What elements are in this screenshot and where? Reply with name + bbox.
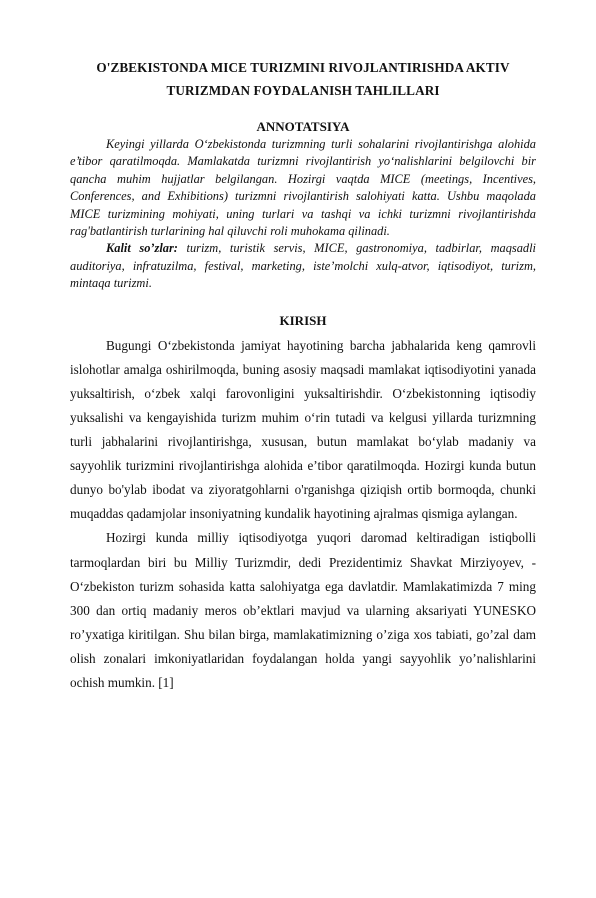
keywords-paragraph [70,240,536,292]
paper-title: O'ZBEKISTONDA MICE TURIZMINI RIVOJLANTIRISHDA AKTIV TURIZMDAN FOYDALANISH TAHLILLARI [96,60,510,98]
keywords-label: Kalit so’zlar: [106,241,178,256]
abstract-text: Keyingi yillarda O‘zbekistonda turizmning turli sohalarini rivojlantirishga alohida e’tibor qaratilmoqda. Mamlakatda turizmni rivojlantirish yo‘nalishlarini belgilovchi bir qancha muhim hujjatlar belgilangan. Hozirgi vaqtda MICE (meetings, Incentives, Conferences, and Exhibitions) turizmni rivojlantirish salohiyati katta. Ushbu maqolada MICE turizmining mohiyati, uning turlari va tashqi va ichki turizmni rivojlantirishda rag'batlantirish turlarining hal qiluvchi roli muhokama qilinadi. [70,137,536,239]
intro-paragraph-1: Bugungi O‘zbekistonda jamiyat hayotining barcha jabhalarida keng qamrovli islohotlar amalga oshirilmoqda, buning asosiy maqsadi mamlakat iqtisodiyotini yanada yuksaltirish, o‘zbek xalqi farovonligini yuksaltirishdir. O‘zbekistonning iqtisodiy yuksalishi va kengayishida turizm muhim o‘rin tutadi va kelgusi yillarda turizmning turli jabhalarini rivojlantirishga, xususan, butun mamlakat bo‘ylab madaniy va sayyohlik turizmini rivojlantirishga alohida e’tibor qaratilmoqda. Hozirgi kunda butun dunyo bo'ylab ibodat va ziyoratgohlarni o'rganishga qiziqish ortib bormoqda, chunki muqaddas qadamjolar insoniyatning kundalik hayotining ajralmas qismiga aylangan. [70,337,536,522]
document-page [0,56,596,898]
keywords-text: turizm, turistik servis, MICE, gastronomiya, tadbirlar, maqsadli auditoriya, infratuzilma, festival, marketing, iste’molchi xulq-atvor, iqtisodiyot, turizm, mintaqa turizmi. [70,241,536,291]
intro-paragraph-2: Hozirgi kunda milliy iqtisodiyotga yuqori daromad keltiradigan istiqbolli tarmoqlardan biri bu Milliy Turizmdir, dedi Prezidentimiz Shavkat Mirziyoyev, - O‘zbekiston turizm sohasida katta salohiyatga ega davlatdir. Mamlakatimizda 7 ming 300 dan ortiq madaniy meros ob’ektlari mavjud va ularning aksariyati YUNESKO ro’yxatiga kiritilgan. Shu bilan birga, mamlakatimizning o’ziga xos tabiati, go’zal dam olish zonalari imkoniyatlaridan foydalangan holda yangi sayyohlik yo’nalishlarini ochish mumkin. [1] [70,530,536,690]
abstract-heading: ANNOTATSIYA [256,119,350,134]
intro-heading: KIRISH [279,312,327,328]
